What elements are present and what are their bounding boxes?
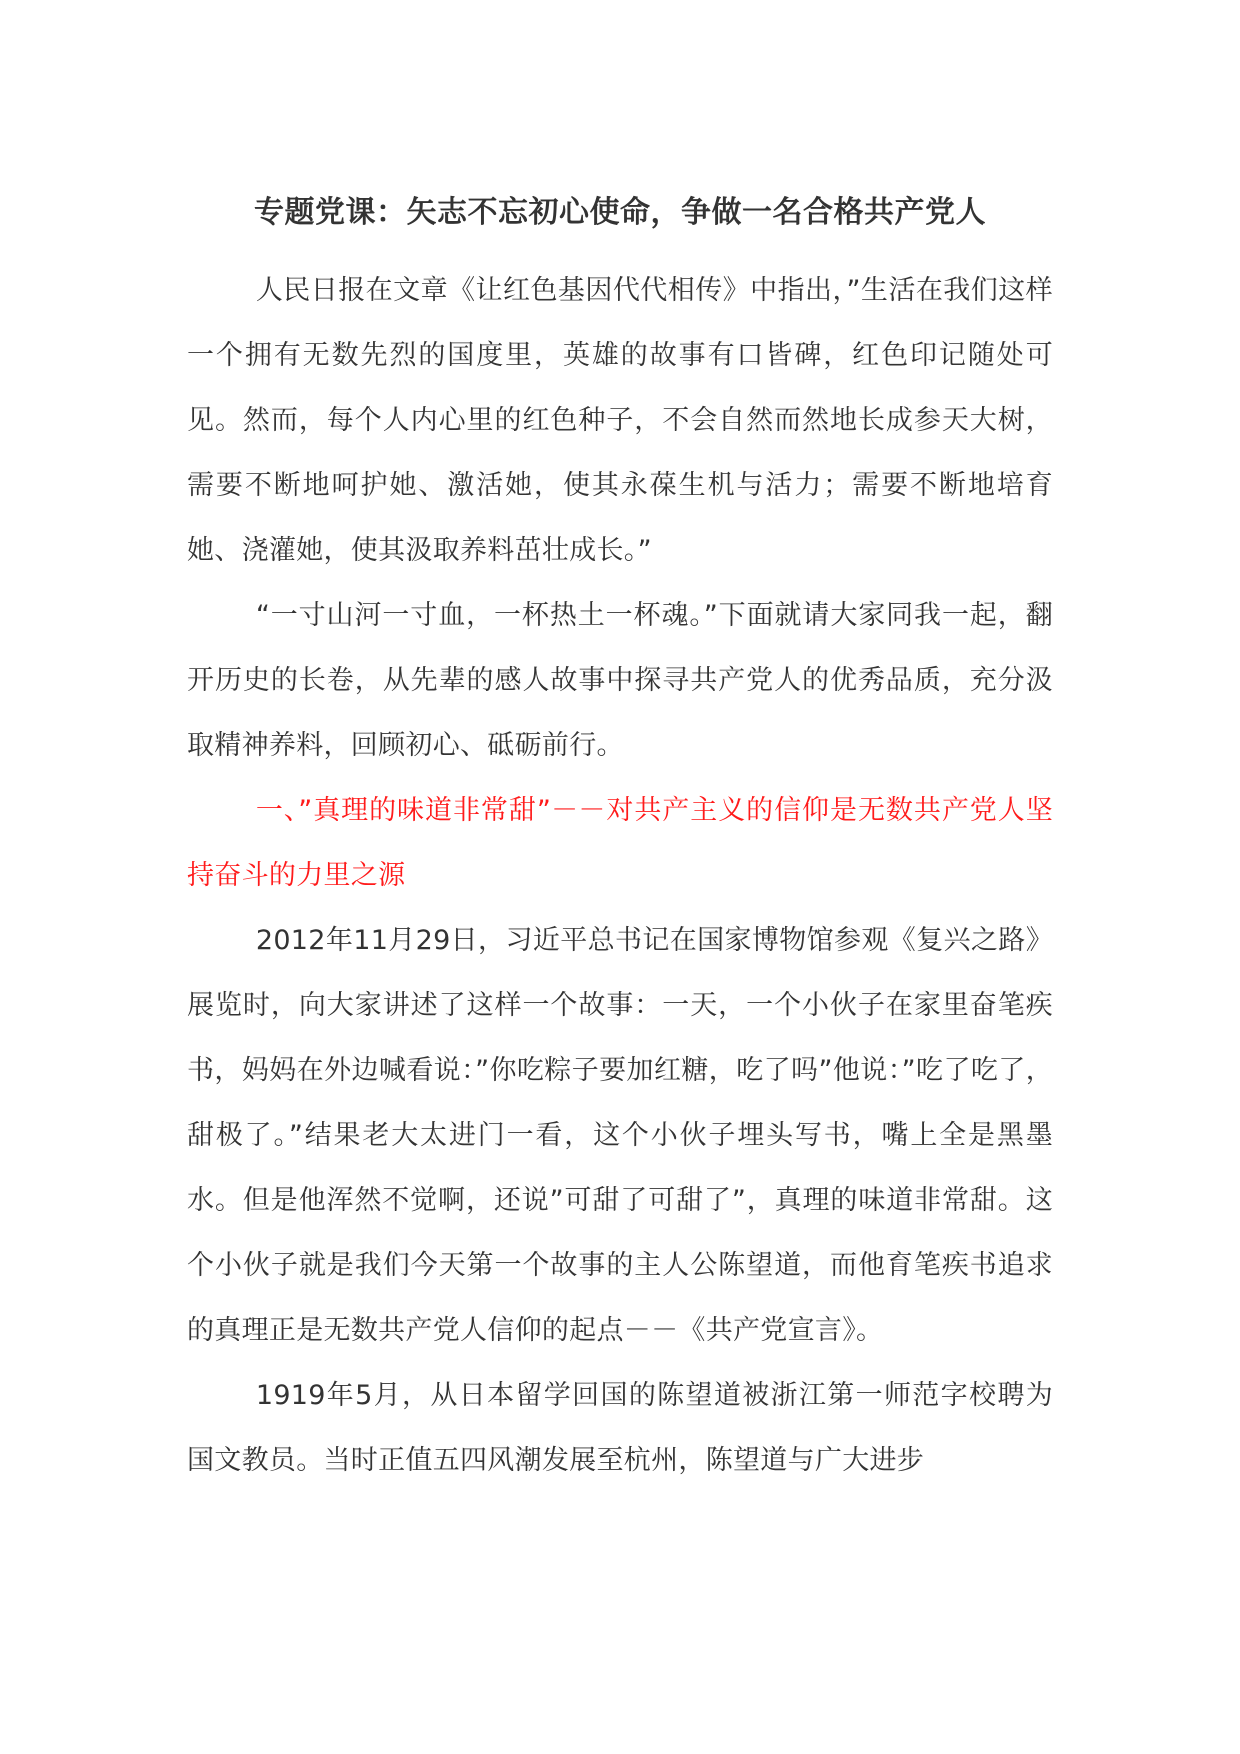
paragraph-1919-background: 1919年5月，从日本留学回国的陈望道被浙江第一师范字校聘为国文教员。当时正值五四风潮发展至杭州，陈望道与广大进步 — [187, 1380, 1053, 1476]
document-body — [187, 190, 1053, 1493]
document-title: 专题党课：矢志不忘初心使命，争做一名合格共产党人 — [254, 195, 986, 230]
paragraph-intro-quote: 人民日报在文章《让红色基因代代相传》中指出，”生活在我们这样一个拥有无数先烈的国度里，英雄的故事有口皆碑，红色印记随处可见。然而，每个人内心里的红色种子，不会自然而然地长成参天大树，需要不断地呵护她、激活她，使其永葆生机与活力；需要不断地培育她、浇灌她，使其汲取养料茁壮成长。” — [187, 275, 1053, 566]
paragraph-opening-remarks: “一寸山河一寸血，一杯热土一杯魂。”下面就请大家同我一起，翻开历史的长卷，从先辈的感人故事中探寻共产党人的优秀品质，充分汲取精神养料，回顾初心、砥砺前行。 — [187, 600, 1053, 761]
paragraph-chen-wangdao-story: 2012年11月29日，习近平总书记在国家博物馆参观《复兴之路》展览时，向大家讲述了这样一个故事：一天，一个小伙子在家里奋笔疾书，妈妈在外边喊看说：”你吃粽子要加红糖，吃了吗”他说：”吃了吃了，甜极了。”结果老大太进门一看，这个小伙子埋头写书，嘴上全是黑墨水。但是他浑然不觉啊，还说”可甜了可甜了”，真理的味道非常甜。这个小伙子就是我们今天第一个故事的主人公陈望道，而他育笔疾书追求的真理正是无数共产党人信仰的起点－－《共产党宣言》。 — [187, 925, 1053, 1346]
section-heading-1: 一、”真理的味道非常甜”－－对共产主义的信仰是无数共产党人坚持奋斗的力里之源 — [187, 795, 1053, 891]
